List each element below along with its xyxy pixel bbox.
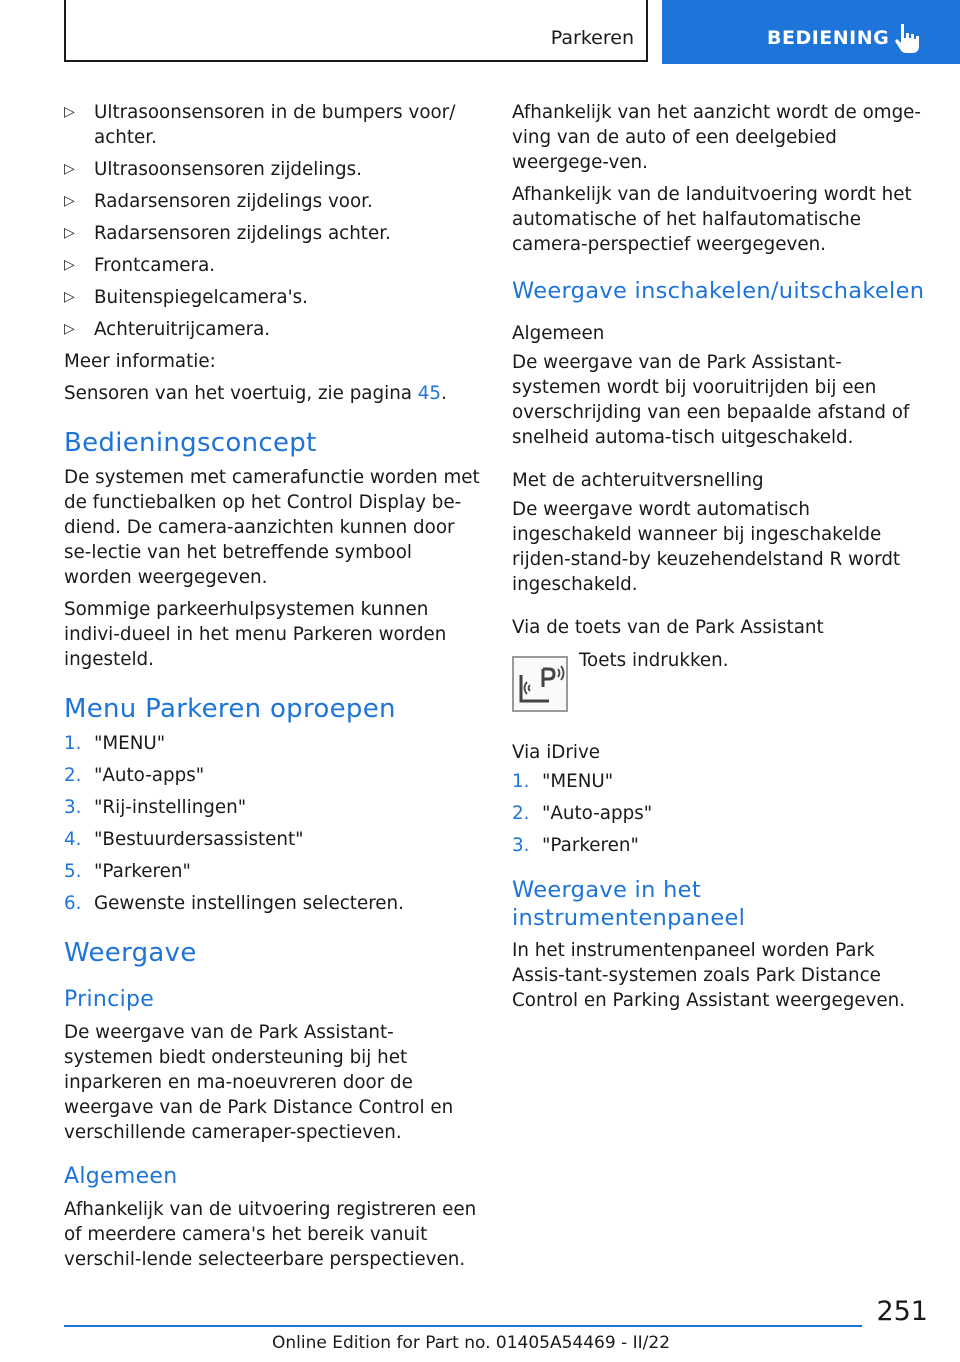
subheading-achteruit: Met de achteruitversnelling <box>512 470 764 491</box>
step-item: 3. "Parkeren" <box>512 835 639 856</box>
footer-divider <box>64 1325 862 1327</box>
paragraph: Sommige parkeerhulpsystemen kunnen indivi-dueel in het menu Parkeren worden ingesteld. <box>64 599 447 670</box>
button-instruction <box>512 648 928 726</box>
triangle-bullet-icon: ▷ <box>64 104 75 120</box>
more-info-label: Meer informatie: <box>64 351 216 372</box>
triangle-bullet-icon: ▷ <box>64 257 75 273</box>
subheading-idrive: Via iDrive <box>512 742 601 763</box>
triangle-bullet-icon: ▷ <box>64 321 75 337</box>
step-item: 1. "MENU" <box>64 733 166 754</box>
list-item: ▷ Radarsensoren zijdelings achter. <box>64 223 391 244</box>
triangle-bullet-icon: ▷ <box>64 193 75 209</box>
step-item: 1. "MENU" <box>512 771 614 792</box>
list-item: ▷ Achteruitrijcamera. <box>64 319 271 340</box>
section-title: BEDIENING <box>767 27 890 49</box>
heading-instrumentenpaneel: Weergave in het instrumentenpaneel <box>512 877 746 931</box>
paragraph: De systemen met camerafunctie worden met de functiebalken op het Control Display be-diend. De camera-aanzichten kunnen door se-lectie van het betreffende symbool worden weergegeven. <box>64 467 480 588</box>
park-assistant-button-icon <box>512 656 568 712</box>
step-item: 3. "Rij-instellingen" <box>64 797 247 818</box>
paragraph: De weergave wordt automatisch ingeschakeld wanneer bij ingeschakelde rijden-stand-by keuzehendelstand R wordt ingeschakeld. <box>512 499 901 595</box>
heading-algemeen: Algemeen <box>64 1164 178 1189</box>
chapter-title: Parkeren <box>550 27 634 49</box>
toets-text: Toets indrukken. <box>579 650 729 671</box>
paragraph: Afhankelijk van de uitvoering registreren een of meerdere camera's het bereik vanuit verschil-lende selecteerbare perspectieven. <box>64 1199 477 1270</box>
list-item: ▷ Radarsensoren zijdelings voor. <box>64 191 373 212</box>
subheading-toets: Via de toets van de Park Assistant <box>512 617 824 638</box>
step-item: 4. "Bestuurdersassistent" <box>64 829 304 850</box>
paragraph: De weergave van de Park Assistant-systemen biedt ondersteuning bij het inparkeren en ma-noeuvreren door de weergave van de Park Distance Control en verschillende cameraper-spectieven. <box>64 1022 454 1143</box>
heading-menu-parkeren: Menu Parkeren oproepen <box>64 694 396 724</box>
triangle-bullet-icon: ▷ <box>64 225 75 241</box>
triangle-bullet-icon: ▷ <box>64 289 75 305</box>
list-item: ▷ Frontcamera. <box>64 255 216 276</box>
list-item: ▷ Buitenspiegelcamera's. <box>64 287 308 308</box>
paragraph: Afhankelijk van het aanzicht wordt de omge-ving van de auto of een deelgebied weergege-ven. <box>512 102 922 173</box>
heading-principe: Principe <box>64 987 155 1012</box>
page-number: 251 <box>876 1296 928 1327</box>
paragraph: Afhankelijk van de landuitvoering wordt het automatische of het halfautomatische camera-perspectief weergegeven. <box>512 184 912 255</box>
paragraph: De weergave van de Park Assistant-systemen wordt bij vooruitrijden bij een overschrijding van een bepaalde afstand of snelheid automa-tisch uitgeschakeld. <box>512 352 910 448</box>
hand-pointer-icon <box>894 22 920 54</box>
triangle-bullet-icon: ▷ <box>64 161 75 177</box>
step-item: 2. "Auto-apps" <box>512 803 653 824</box>
page-link[interactable]: 45 <box>417 383 442 404</box>
left-column <box>64 100 482 1279</box>
header-section-tab <box>662 0 960 64</box>
header-left-box <box>64 0 648 62</box>
footer-edition: Online Edition for Part no. 01405A54469 - II/22 <box>272 1333 671 1353</box>
step-item: 2. "Auto-apps" <box>64 765 205 786</box>
list-item: ▷ Ultrasoonsensoren zijdelings. <box>64 159 362 180</box>
list-item: ▷ Ultrasoonsensoren in de bumpers voor/ achter. <box>64 102 456 148</box>
heading-bedieningsconcept: Bedieningsconcept <box>64 428 317 458</box>
heading-inschakelen: Weergave inschakelen/uitschakelen <box>512 278 925 304</box>
subheading-algemeen: Algemeen <box>512 323 605 344</box>
sensor-reference: Sensoren van het voertuig, zie pagina 45. <box>64 383 447 404</box>
paragraph: In het instrumentenpaneel worden Park Assis-tant-systemen zoals Park Distance Control en Parking Assistant weergegeven. <box>512 940 906 1011</box>
heading-weergave: Weergave <box>64 938 197 968</box>
step-item: 6. Gewenste instellingen selecteren. <box>64 893 404 914</box>
right-column <box>512 100 928 1020</box>
step-item: 5. "Parkeren" <box>64 861 191 882</box>
